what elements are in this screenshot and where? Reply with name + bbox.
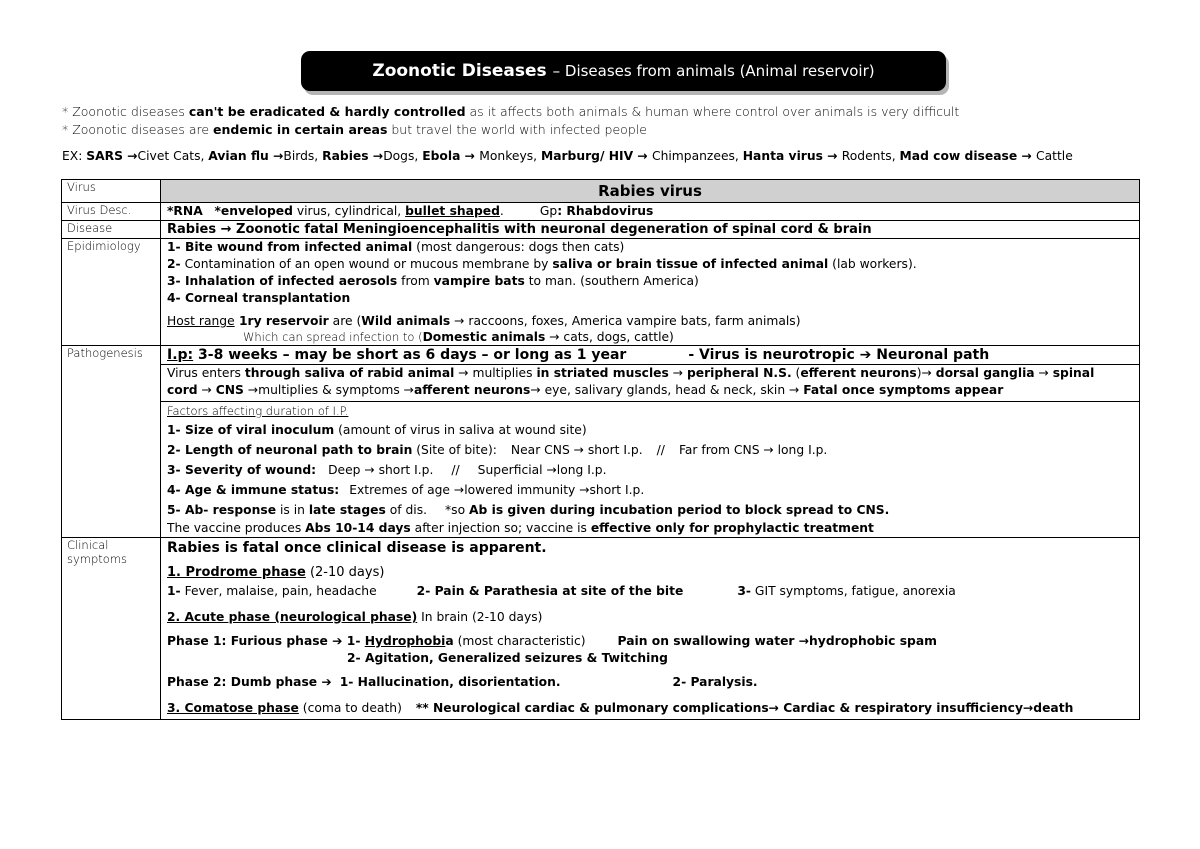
rabies-table	[61, 179, 1140, 720]
phase-title: 3. Comatose phase	[167, 701, 299, 715]
path-bold: peripheral N.S.	[686, 366, 792, 380]
path-text: → multiplies	[454, 366, 537, 380]
factor-text: is in	[276, 503, 309, 517]
path-bold: CNS	[215, 383, 244, 397]
page-title-banner	[301, 51, 946, 91]
intro-line-1	[62, 104, 959, 119]
desc-rna: *RNA	[167, 204, 203, 218]
factor-item: 5- Ab- response	[167, 503, 277, 517]
examples-prefix: EX:	[62, 149, 87, 163]
example-disease: Rabies	[322, 149, 369, 163]
factor-text: //	[656, 443, 665, 457]
phase-title: 2. Acute phase (neurological phase)	[167, 610, 418, 624]
desc-gp: Gp	[539, 204, 558, 218]
intro-text: as it affects both animals & human where control over animals is very difficult	[465, 104, 960, 119]
row-label-clinical: Clinical symptoms	[62, 538, 161, 720]
clinical-text: GIT symptoms, fatigue, anorexia	[751, 584, 956, 598]
example-arrow: →	[633, 149, 653, 163]
path-bold: in striated muscles	[536, 366, 669, 380]
clinical-intro: Rabies is fatal once clinical disease is apparent.	[167, 540, 547, 556]
epi-text: → raccoons, foxes, America vampire bats, farm animals)	[450, 314, 801, 328]
path-text: → eye, salivary glands, head & neck, skin →	[530, 383, 804, 397]
example-disease: Mad cow disease	[899, 149, 1018, 163]
factor-text: Near CNS → short I.p.	[510, 443, 643, 457]
epi-bold: saliva or brain tissue of infected animal	[552, 257, 829, 271]
factor-item: 1- Size of viral inoculum	[167, 423, 335, 437]
virus-title: Rabies virus	[161, 180, 1140, 203]
clinical-bold: Hydrophobi	[364, 634, 446, 648]
epi-bold: 1ry reservoir	[234, 314, 329, 328]
clinical-bold: 2- Pain & Parathesia at site of the bite	[416, 584, 684, 598]
example-arrow: →	[822, 149, 842, 163]
path-text: →	[197, 383, 216, 397]
host-range-label: Host range	[167, 314, 235, 328]
path-text: →	[668, 366, 687, 380]
intro-bold: can't be eradicated & hardly controlled	[188, 104, 466, 119]
disease-cell	[161, 221, 1140, 239]
path-bold: efferent neurons	[800, 366, 917, 380]
page-title: Zoonotic Diseases	[372, 61, 547, 81]
vaccine-bold: effective only for prophylactic treatment	[590, 521, 874, 535]
example-disease: Hanta virus	[742, 149, 823, 163]
example-disease: Avian flu	[208, 149, 269, 163]
table-header-row	[62, 180, 1140, 203]
neurotropic-text: - Virus is neurotropic ➔ Neuronal path	[688, 347, 990, 363]
pathogenesis-cell	[161, 346, 1140, 538]
phase-title: 1. Prodrome phase	[167, 565, 306, 580]
epi-bold: vampire bats	[433, 274, 525, 288]
intro-text: * Zoonotic diseases are	[62, 122, 214, 137]
desc-family: : Rhabdovirus	[557, 204, 654, 218]
disease-desc: → Zoonotic fatal Meningioencephalitis with neuronal degeneration of spinal cord & brain	[216, 222, 872, 237]
clinical-bold: Phase 1: Furious phase ➔ 1-	[167, 634, 365, 648]
epi-item: 4- Corneal transplantation	[167, 291, 351, 305]
table-row-epidemiology	[62, 239, 1140, 346]
phase-days: (coma to death)	[298, 701, 402, 715]
example-host: Dogs,	[383, 149, 423, 163]
path-bold: dorsal ganglia	[935, 366, 1035, 380]
intro-bold: endemic in certain areas	[213, 122, 388, 137]
example-arrow: →	[368, 149, 384, 163]
row-label-disease: Disease	[62, 221, 161, 239]
path-bold: spinal	[1052, 366, 1095, 380]
path-bold: cord	[167, 383, 198, 397]
phase-days: In brain (2-10 days)	[417, 610, 543, 624]
factors-title: Factors affecting duration of I.P.	[167, 404, 349, 418]
factor-item: 2- Length of neuronal path to brain	[167, 443, 413, 457]
clinical-item: 1-	[167, 584, 181, 598]
table-row-pathogenesis	[62, 346, 1140, 538]
epi-text: (most dangerous: dogs then cats)	[412, 240, 625, 254]
epi-bold: Wild animals	[361, 314, 451, 328]
epi-bold: Domestic animals	[422, 330, 546, 344]
clinical-bold: ** Neurological cardiac & pulmonary complications→ Cardiac & respiratory insufficiency→death	[415, 701, 1074, 715]
divider	[161, 401, 1139, 402]
example-arrow: →	[460, 149, 480, 163]
desc-cell	[161, 203, 1140, 221]
ip-text: 3-8 weeks – may be short as 6 days – or long as 1 year	[193, 347, 627, 363]
path-text: )→	[916, 366, 936, 380]
clinical-bold: a	[445, 634, 454, 648]
page-subtitle: – Diseases from animals (Animal reservoir)	[552, 62, 875, 80]
example-host: Civet Cats,	[137, 149, 209, 163]
clinical-bold: 2- Agitation, Generalized seizures & Twitching	[347, 651, 668, 665]
example-disease: Ebola	[422, 149, 461, 163]
example-arrow: →	[122, 149, 138, 163]
phase-days: (2-10 days)	[305, 565, 385, 580]
intro-line-2	[62, 122, 647, 137]
factor-text: Far from CNS → long I.p.	[678, 443, 828, 457]
example-arrow: →	[268, 149, 284, 163]
epi-text: Contamination of an open wound or mucous membrane by	[180, 257, 553, 271]
factor-text: Extremes of age →lowered immunity →short I.p.	[349, 483, 645, 497]
path-text: →	[1034, 366, 1053, 380]
factor-text: //	[451, 463, 460, 477]
clinical-text: Fever, malaise, pain, headache	[180, 584, 377, 598]
epi-text: from	[397, 274, 434, 288]
table-row-disease	[62, 221, 1140, 239]
factor-text: (amount of virus in saliva at wound site)	[334, 423, 587, 437]
clinical-bold: Phase 2: Dumb phase ➔	[167, 675, 332, 689]
table-row-clinical	[62, 538, 1140, 720]
clinical-bold: 2- Paralysis.	[672, 675, 758, 689]
epi-text: Which can spread infection to (	[243, 330, 423, 344]
path-bold: afferent neurons	[414, 383, 531, 397]
vaccine-bold: Abs 10-14 days	[305, 521, 411, 535]
path-bold: through saliva of rabid animal	[244, 366, 455, 380]
row-label-epidemiology: Epidimiology	[62, 239, 161, 346]
desc-text: virus, cylindrical,	[292, 204, 406, 218]
table-row-desc	[62, 203, 1140, 221]
row-label-desc: Virus Desc.	[62, 203, 161, 221]
epi-text: (lab workers).	[828, 257, 917, 271]
example-host: Birds,	[283, 149, 323, 163]
example-host: Chimpanzees,	[652, 149, 743, 163]
factor-item: 4- Age & immune status:	[167, 483, 340, 497]
epi-text: are (	[328, 314, 362, 328]
epi-text: to man. (southern America)	[524, 274, 699, 288]
clinical-cell	[161, 538, 1140, 720]
epi-item: 3- Inhalation of infected aerosols	[167, 274, 398, 288]
vaccine-text: after injection so; vaccine is	[410, 521, 591, 535]
example-host: Monkeys,	[479, 149, 541, 163]
intro-text: but travel the world with infected people	[387, 122, 647, 137]
clinical-item: 3-	[737, 584, 752, 598]
intro-text: * Zoonotic diseases	[62, 104, 189, 119]
clinical-text: (most characteristic)	[453, 634, 586, 648]
factor-bold: Ab is given during incubation period to block spread to CNS.	[469, 503, 890, 517]
example-disease: Marburg/ HIV	[540, 149, 634, 163]
disease-name: Rabies	[167, 222, 217, 237]
clinical-bold: 1- Hallucination, disorientation.	[339, 675, 561, 689]
example-host: Cattle	[1036, 149, 1073, 163]
row-label-virus: Virus	[62, 180, 161, 203]
epi-item: 2-	[167, 257, 181, 271]
example-arrow: →	[1017, 149, 1037, 163]
clinical-bold: Pain on swallowing water →hydrophobic spam	[617, 634, 937, 648]
path-text: (	[791, 366, 801, 380]
factor-text: of dis.	[385, 503, 428, 517]
vaccine-text: The vaccine produces	[167, 521, 306, 535]
example-disease: SARS	[86, 149, 123, 163]
row-label-pathogenesis: Pathogenesis	[62, 346, 161, 538]
factor-item: 3- Severity of wound:	[167, 463, 317, 477]
desc-text: .	[499, 204, 504, 218]
epidemiology-cell	[161, 239, 1140, 346]
factor-text: (Site of bite):	[412, 443, 497, 457]
path-text: Virus enters	[167, 366, 245, 380]
factor-bold: late stages	[308, 503, 386, 517]
example-host: Rodents,	[841, 149, 900, 163]
epi-text: → cats, dogs, cattle)	[545, 330, 674, 344]
factor-text: Deep → short I.p.	[328, 463, 434, 477]
examples-line	[62, 149, 1073, 163]
factor-text: *so	[445, 503, 470, 517]
epi-item: 1- Bite wound from infected animal	[167, 240, 413, 254]
path-bold: Fatal once symptoms appear	[803, 383, 1004, 397]
path-text: →multiplies & symptoms →	[243, 383, 414, 397]
desc-bullet: bullet shaped	[405, 204, 500, 218]
desc-enveloped: *enveloped	[214, 204, 293, 218]
ip-label: I.p:	[167, 347, 194, 363]
factor-text: Superficial →long I.p.	[477, 463, 607, 477]
